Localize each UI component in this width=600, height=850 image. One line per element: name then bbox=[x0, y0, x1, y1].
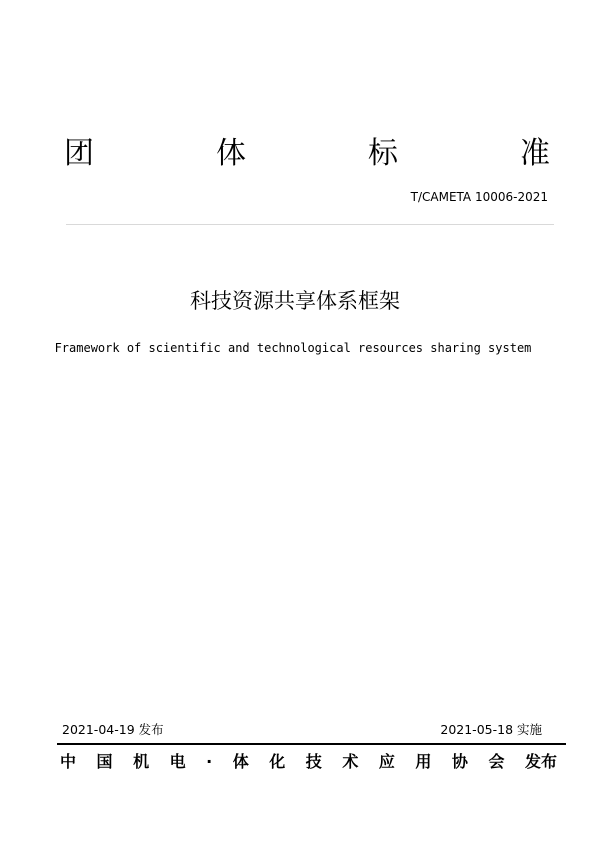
publisher-char: 技 bbox=[305, 752, 322, 771]
publisher-char: 机 bbox=[133, 752, 150, 771]
publisher-char: 用 bbox=[415, 752, 432, 771]
publisher-line bbox=[60, 751, 557, 773]
publisher-char: 中 bbox=[60, 752, 77, 771]
implementation-date: 2021-05-18 实施 bbox=[440, 722, 542, 737]
doc-type-char: 团 bbox=[64, 136, 94, 171]
standard-number: T/CAMETA 10006-2021 bbox=[410, 190, 548, 204]
doc-type-char: 体 bbox=[216, 136, 246, 171]
publisher-char: 电 bbox=[169, 752, 186, 771]
doc-type-char: 准 bbox=[520, 136, 550, 171]
publisher-char: 应 bbox=[378, 752, 395, 771]
publisher-char: 术 bbox=[342, 752, 359, 771]
publish-date: 2021-04-19 发布 bbox=[62, 722, 164, 737]
bottom-divider bbox=[57, 743, 566, 745]
publisher-char: 国 bbox=[96, 752, 113, 771]
publisher-char: 体 bbox=[232, 752, 249, 771]
publisher-char: 发布 bbox=[524, 752, 557, 771]
publisher-char: 化 bbox=[269, 752, 286, 771]
doc-type-char: 标 bbox=[368, 136, 398, 171]
document-title-chinese: 科技资源共享体系框架 bbox=[190, 289, 400, 313]
publisher-char: · bbox=[206, 752, 213, 771]
publisher-char: 会 bbox=[488, 752, 505, 771]
document-title-english: Framework of scientific and technological resources sharing system bbox=[54, 341, 532, 355]
document-type-heading bbox=[64, 136, 550, 172]
publisher-char: 协 bbox=[451, 752, 468, 771]
top-divider bbox=[66, 224, 554, 225]
